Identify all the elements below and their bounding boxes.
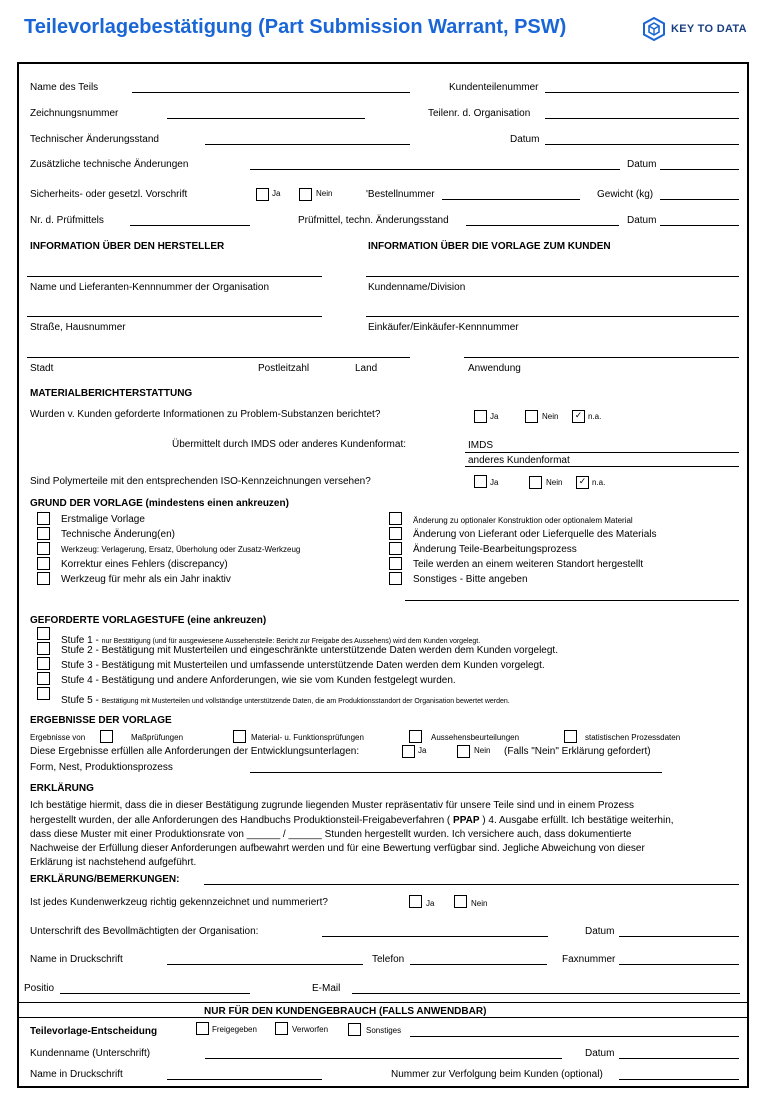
- results-meet-label: Diese Ergebnisse erfüllen alle Anforderungen der Entwicklungsunterlagen:: [30, 746, 360, 757]
- level-heading: GEFORDERTE VORLAGESTUFE (eine ankreuzen): [30, 615, 267, 626]
- cube-icon: [642, 17, 666, 41]
- declaration-line: Nachweise der Erfüllung dieser Anforderungen aufbewahrt werden und für eine Bewertung verfügbar sind. Jegliche Abweichung von dieser: [30, 843, 645, 854]
- add-changes-label: Zusätzliche technische Änderungen: [30, 159, 189, 170]
- imds-label: Übermittelt durch IMDS oder anderes Kundenformat:: [172, 439, 406, 450]
- print-name-label: Name in Druckschrift: [30, 954, 123, 965]
- tracking-field[interactable]: [619, 1079, 739, 1080]
- q2-na-checkbox[interactable]: ✓: [576, 476, 589, 489]
- gauge-no-label: Nr. d. Prüfmittels: [30, 215, 104, 226]
- eng-change-date-label: Datum: [510, 134, 540, 145]
- logo-text: KEY TO DATA: [671, 23, 747, 35]
- reason-checkbox[interactable]: [389, 512, 402, 525]
- safety-no-label: Nein: [316, 189, 333, 198]
- customer-sig-field[interactable]: [205, 1058, 562, 1059]
- q2-na-label: n.a.: [592, 478, 606, 487]
- results-spc-label: statistischen Prozessdaten: [585, 733, 681, 742]
- reason-checkbox[interactable]: [389, 557, 402, 570]
- level-item: Stufe 2 - Bestätigung mit Musterteilen und eingeschränkte unterstützende Daten werden dem Kunden vorgelegt.: [61, 645, 558, 656]
- tracking-label: Nummer zur Verfolgung beim Kunden (optional): [391, 1069, 603, 1080]
- fax-field[interactable]: [619, 964, 739, 965]
- drawing-no-label: Zeichnungsnummer: [30, 108, 119, 119]
- level-checkbox[interactable]: [37, 627, 50, 640]
- signature-field[interactable]: [322, 936, 548, 937]
- org-part-no-label: Teilenr. d. Organisation: [428, 108, 531, 119]
- gauge-date-label: Datum: [627, 215, 657, 226]
- buyer-label: Einkäufer/Einkäufer-Kennnummer: [368, 322, 519, 333]
- declaration-line: Ich bestätige hiermit, dass die in dieser Bestätigung zugrunde liegenden Muster repräsentativ für unsere Teile sind und in einem Prozess: [30, 800, 635, 811]
- tool-ja-label: Ja: [426, 899, 435, 908]
- level-checkbox[interactable]: [37, 672, 50, 685]
- reason-checkbox[interactable]: [37, 572, 50, 585]
- phone-label: Telefon: [372, 954, 405, 965]
- q2-ja-checkbox[interactable]: [474, 475, 487, 488]
- results-ja-checkbox[interactable]: [402, 745, 415, 758]
- level-checkbox[interactable]: [37, 642, 50, 655]
- customer-heading: INFORMATION ÜBER DIE VORLAGE ZUM KUNDEN: [368, 241, 611, 252]
- results-dim-label: Maßprüfungen: [131, 733, 184, 742]
- eng-change-date-field[interactable]: [545, 144, 739, 145]
- reason-other-field[interactable]: [405, 600, 739, 601]
- part-name-field[interactable]: [132, 92, 410, 93]
- reason-checkbox[interactable]: [37, 512, 50, 525]
- reason-item: Technische Änderung(en): [61, 529, 175, 540]
- buyer-field[interactable]: [366, 316, 739, 317]
- customer-date-field[interactable]: [619, 1058, 739, 1059]
- reason-checkbox[interactable]: [37, 542, 50, 555]
- reason-checkbox[interactable]: [389, 527, 402, 540]
- mold-field[interactable]: [250, 772, 662, 773]
- phone-field[interactable]: [410, 964, 547, 965]
- customer-use-heading: NUR FÜR DEN KUNDENGEBRAUCH (FALLS ANWENDBAR): [204, 1006, 487, 1017]
- results-heading: ERGEBNISSE DER VORLAGE: [30, 715, 172, 726]
- results-prefix: Ergebnisse von: [30, 733, 86, 742]
- results-note: (Falls "Nein" Erklärung gefordert): [504, 746, 651, 757]
- tool-nein-checkbox[interactable]: [454, 895, 467, 908]
- add-changes-date-label: Datum: [627, 159, 657, 170]
- customer-name-field[interactable]: [366, 276, 739, 277]
- part-name-label: Name des Teils: [30, 82, 99, 93]
- q1-ja-label: Ja: [490, 412, 499, 421]
- signature-label: Unterschrift des Bevollmächtigten der Organisation:: [30, 926, 259, 937]
- rejected-label: Verworfen: [292, 1025, 329, 1034]
- city-field[interactable]: [27, 357, 410, 358]
- material-q2: Sind Polymerteile mit den entsprechenden ISO-Kennzeichnungen versehen?: [30, 476, 371, 487]
- print-name-field[interactable]: [167, 964, 363, 965]
- signature-date-label: Datum: [585, 926, 615, 937]
- q1-nein-checkbox[interactable]: [525, 410, 538, 423]
- level-checkbox[interactable]: [37, 657, 50, 670]
- other-checkbox[interactable]: [348, 1023, 361, 1036]
- decision-label: Teilevorlage-Entscheidung: [30, 1026, 158, 1037]
- results-ja-label: Ja: [418, 746, 427, 755]
- imds-option: IMDS: [468, 440, 493, 451]
- customer-part-no-label: Kundenteilenummer: [449, 82, 539, 93]
- org-part-no-field[interactable]: [545, 118, 739, 119]
- country-label: Land: [355, 363, 378, 374]
- other-format-option: anderes Kundenformat: [468, 455, 570, 466]
- customer-use-divider: [17, 1002, 749, 1003]
- signature-date-field[interactable]: [619, 936, 739, 937]
- customer-print-name-field[interactable]: [167, 1079, 322, 1080]
- q2-ja-label: Ja: [490, 478, 499, 487]
- customer-sig-label: Kundenname (Unterschrift): [30, 1048, 151, 1059]
- results-app-checkbox[interactable]: [409, 730, 422, 743]
- weight-label: Gewicht (kg): [597, 189, 654, 200]
- email-field[interactable]: [352, 993, 740, 994]
- declaration-line: dass diese Muster mit einer Produktionsrate von ______ / ______ Stunden hergestellt wurden. Ich versichere auch, dass dokumentierte: [30, 829, 632, 840]
- city-label: Stadt: [30, 363, 54, 374]
- results-mat-label: Material- u. Funktionsprüfungen: [251, 733, 364, 742]
- results-nein-label: Nein: [474, 746, 491, 755]
- street-field[interactable]: [27, 316, 322, 317]
- safety-no-checkbox[interactable]: [299, 188, 312, 201]
- q1-na-checkbox[interactable]: ✓: [572, 410, 585, 423]
- eng-change-field[interactable]: [205, 144, 410, 145]
- level-item: Stufe 4 - Bestätigung und andere Anforderungen, wie sie vom Kunden festgelegt wurden.: [61, 675, 456, 686]
- safety-yes-label: Ja: [272, 189, 281, 198]
- customer-use-divider: [17, 1017, 749, 1018]
- results-nein-checkbox[interactable]: [457, 745, 470, 758]
- street-label: Straße, Hausnummer: [30, 322, 126, 333]
- q1-nein-label: Nein: [542, 412, 559, 421]
- declaration-heading: ERKLÄRUNG: [30, 783, 94, 794]
- customer-part-no-field[interactable]: [545, 92, 739, 93]
- declaration-line: Erklärung ist nachstehend aufgeführt.: [30, 857, 197, 868]
- comments-field[interactable]: [204, 884, 739, 885]
- results-mat-checkbox[interactable]: [233, 730, 246, 743]
- reason-item: Änderung Teile-Bearbeitungsprozess: [413, 544, 577, 555]
- rejected-checkbox[interactable]: [275, 1022, 288, 1035]
- application-field[interactable]: [464, 357, 739, 358]
- add-changes-field[interactable]: [250, 169, 620, 170]
- supplier-name-label: Name und Lieferanten-Kennnummer der Organisation: [30, 282, 270, 293]
- supplier-name-field[interactable]: [27, 276, 322, 277]
- mold-label: Form, Nest, Produktionsprozess: [30, 762, 173, 773]
- manufacturer-heading: INFORMATION ÜBER DEN HERSTELLER: [30, 241, 225, 252]
- tool-ja-checkbox[interactable]: [409, 895, 422, 908]
- gauge-change-field[interactable]: [466, 225, 619, 226]
- drawing-no-field[interactable]: [167, 118, 365, 119]
- material-q1: Wurden v. Kunden geforderte Informationen zu Problem-Substanzen berichtet?: [30, 409, 381, 420]
- zip-label: Postleitzahl: [258, 363, 310, 374]
- reason-checkbox[interactable]: [389, 572, 402, 585]
- q2-nein-checkbox[interactable]: [529, 476, 542, 489]
- position-label: Positio: [24, 983, 55, 994]
- approved-checkbox[interactable]: [196, 1022, 209, 1035]
- reason-item: Sonstiges - Bitte angeben: [413, 574, 528, 585]
- q1-ja-checkbox[interactable]: [474, 410, 487, 423]
- brand-logo: [642, 17, 752, 43]
- page-title: Teilevorlagebestätigung (Part Submission Warrant, PSW): [24, 16, 567, 38]
- results-app-label: Aussehensbeurteilungen: [431, 733, 520, 742]
- results-spc-checkbox[interactable]: [564, 730, 577, 743]
- weight-field[interactable]: [660, 199, 739, 200]
- other-label: Sonstiges: [366, 1026, 402, 1035]
- level-item: Stufe 1 - nur Bestätigung (und für ausgewiesene Aussehensteile: Bericht zur Freigabe des Aussehens) wird dem Kunden vorgelegt.: [61, 635, 481, 646]
- reason-checkbox[interactable]: [37, 527, 50, 540]
- eng-change-label: Technischer Änderungsstand: [30, 134, 159, 145]
- reason-item: Teile werden an einem weiteren Standort hergestellt: [413, 559, 644, 570]
- gauge-no-field[interactable]: [130, 225, 250, 226]
- declaration-line: hergestellt wurden, der alle Anforderungen des Handbuchs Produktionsteil-Freigabeverfahren ( PPAP ) 4. Ausgabe erfüllt. Ich bestätige weiterhin,: [30, 815, 674, 826]
- tool-question: Ist jedes Kundenwerkzeug richtig gekennzeichnet und nummeriert?: [30, 897, 328, 908]
- results-dim-checkbox[interactable]: [100, 730, 113, 743]
- q2-nein-label: Nein: [546, 478, 563, 487]
- reason-checkbox[interactable]: [37, 557, 50, 570]
- reason-item: Korrektur eines Fehlers (discrepancy): [61, 559, 228, 570]
- application-label: Anwendung: [468, 363, 521, 374]
- reason-item: Werkzeug für mehr als ein Jahr inaktiv: [61, 574, 231, 585]
- reason-heading: GRUND DER VORLAGE (mindestens einen ankreuzen): [30, 498, 289, 509]
- safety-yes-checkbox[interactable]: [256, 188, 269, 201]
- tool-nein-label: Nein: [471, 899, 488, 908]
- q1-na-label: n.a.: [588, 412, 602, 421]
- level-item: Stufe 3 - Bestätigung mit Musterteilen und umfassende unterstützende Daten werden dem Kunden vorgelegt.: [61, 660, 545, 671]
- gauge-date-field[interactable]: [660, 225, 739, 226]
- comments-heading: ERKLÄRUNG/BEMERKUNGEN:: [30, 874, 180, 885]
- customer-name-label: Kundenname/Division: [368, 282, 466, 293]
- reason-item: Änderung zu optionaler Konstruktion oder optionalem Material: [413, 516, 633, 525]
- customer-print-name-label: Name in Druckschrift: [30, 1069, 123, 1080]
- material-heading: MATERIALBERICHTERSTATTUNG: [30, 388, 193, 399]
- reason-item: Erstmalige Vorlage: [61, 514, 145, 525]
- reason-checkbox[interactable]: [389, 542, 402, 555]
- other-format-line: [465, 466, 739, 467]
- level-item: Stufe 5 - Bestätigung mit Musterteilen und vollständige unterstützende Daten, die am Produktionsstandort der Organisation bewertet werden.: [61, 695, 510, 706]
- po-no-label: 'Bestellnummer: [366, 189, 435, 200]
- reason-item: Änderung von Lieferant oder Lieferquelle des Materials: [413, 529, 657, 540]
- reason-item: Werkzeug: Verlagerung, Ersatz, Überholung oder Zusatz-Werkzeug: [61, 545, 301, 554]
- po-no-field[interactable]: [442, 199, 580, 200]
- add-changes-date-field[interactable]: [660, 169, 739, 170]
- position-field[interactable]: [60, 993, 250, 994]
- other-field[interactable]: [410, 1036, 739, 1037]
- safety-label: Sicherheits- oder gesetzl. Vorschrift: [30, 189, 188, 200]
- email-label: E-Mail: [312, 983, 341, 994]
- fax-label: Faxnummer: [562, 954, 616, 965]
- imds-line: [465, 452, 739, 453]
- customer-date-label: Datum: [585, 1048, 615, 1059]
- gauge-change-label: Prüfmittel, techn. Änderungsstand: [298, 215, 449, 226]
- approved-label: Freigegeben: [212, 1025, 257, 1034]
- level-checkbox[interactable]: [37, 687, 50, 700]
